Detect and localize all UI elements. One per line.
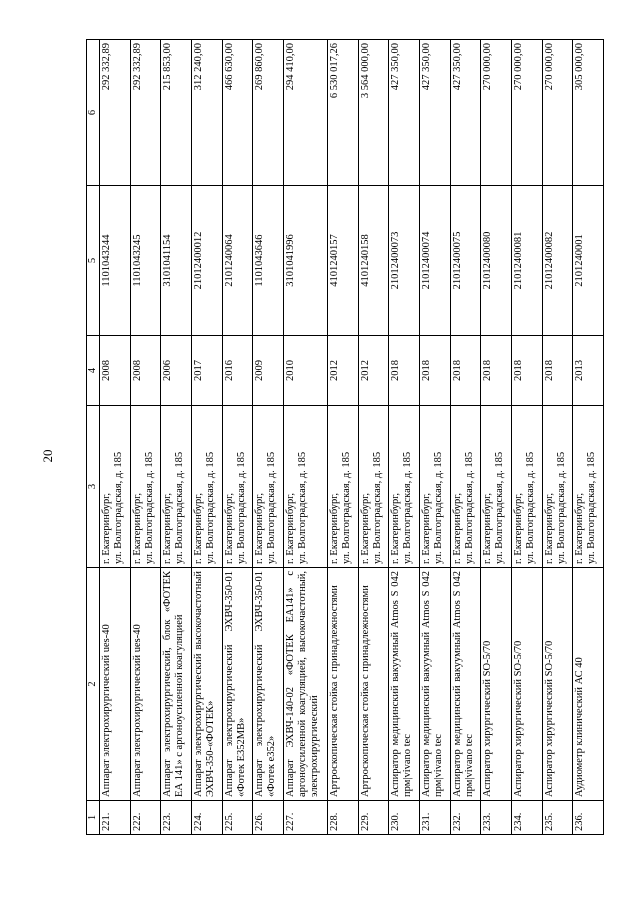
location-address <box>161 406 192 568</box>
year-value: 2012 <box>358 336 389 406</box>
row-number: 227. <box>283 801 327 835</box>
table-row <box>450 40 481 835</box>
row-number: 236. <box>573 801 604 835</box>
address-street: ул. Волгоградская, д. 185 <box>371 451 383 564</box>
year-value: 2018 <box>389 336 420 406</box>
address-street: ул. Волгоградская, д. 185 <box>174 451 186 564</box>
address-street: ул. Волгоградская, д. 185 <box>586 451 598 564</box>
table-row <box>358 40 389 835</box>
cost-value: 269 860,00 <box>253 40 284 186</box>
row-number: 231. <box>420 801 451 835</box>
year-value: 2018 <box>450 336 481 406</box>
address-street: ул. Волгоградская, д. 185 <box>555 451 567 564</box>
table-row <box>511 40 542 835</box>
table-row <box>328 40 359 835</box>
year-value: 2017 <box>191 336 222 406</box>
cost-value: 427 350,00 <box>450 40 481 186</box>
row-number: 225. <box>222 801 253 835</box>
location-address <box>283 406 327 568</box>
address-city: г. Екатеринбург, <box>329 492 341 564</box>
address-street: ул. Волгоградская, д. 185 <box>235 451 247 564</box>
header-col-3: 3 <box>87 406 100 568</box>
equipment-name: Аспиратор медицинский вакуумный Atmos S 042 прм|vivano tec <box>389 568 420 801</box>
location-address <box>328 406 359 568</box>
equipment-name: Аудиометр клинический АС 40 <box>573 568 604 801</box>
cost-value: 294 410,00 <box>283 40 327 186</box>
header-col-1: 1 <box>87 801 100 835</box>
equipment-name: Артроскопическая стойка с принадлежностями <box>358 568 389 801</box>
inventory-number: 21012400081 <box>511 186 542 336</box>
year-value: 2013 <box>573 336 604 406</box>
table-row <box>420 40 451 835</box>
address-street: ул. Волгоградская, д. 185 <box>524 451 536 564</box>
cost-value: 215 853,00 <box>161 40 192 186</box>
inventory-number: 1101043245 <box>130 186 161 336</box>
row-number: 221. <box>100 801 131 835</box>
cost-value: 466 630,00 <box>222 40 253 186</box>
table-row <box>222 40 253 835</box>
row-number: 230. <box>389 801 420 835</box>
cost-value: 3 564 000,00 <box>358 40 389 186</box>
table-row <box>283 40 327 835</box>
address-street: ул. Волгоградская, д. 185 <box>143 451 155 564</box>
cost-value: 312 240,00 <box>191 40 222 186</box>
header-col-5: 5 <box>87 186 100 336</box>
inventory-number: 21012400080 <box>481 186 512 336</box>
address-street: ул. Волгоградская, д. 185 <box>402 451 414 564</box>
cost-value: 270 000,00 <box>511 40 542 186</box>
page-number: 20 <box>40 449 55 463</box>
inventory-number: 21012400075 <box>450 186 481 336</box>
address-street: ул. Волгоградская, д. 185 <box>266 451 278 564</box>
address-city: г. Екатеринбург, <box>390 492 402 564</box>
address-street: ул. Волгоградская, д. 185 <box>463 451 475 564</box>
table-row <box>191 40 222 835</box>
inventory-number: 1101043244 <box>100 186 131 336</box>
location-address <box>358 406 389 568</box>
year-value: 2008 <box>130 336 161 406</box>
address-city: г. Екатеринбург, <box>359 492 371 564</box>
address-street: ул. Волгоградская, д. 185 <box>341 451 353 564</box>
year-value: 2018 <box>511 336 542 406</box>
address-street: ул. Волгоградская, д. 185 <box>494 451 506 564</box>
header-col-4: 4 <box>87 336 100 406</box>
table-row <box>389 40 420 835</box>
address-street: ул. Волгоградская, д. 185 <box>113 451 124 564</box>
inventory-number: 21012400012 <box>191 186 222 336</box>
cost-value: 305 000,00 <box>573 40 604 186</box>
equipment-name: Аппарат электрохирургический ues-40 <box>130 568 161 801</box>
equipment-name: Аппарат электрохирургический ues-40 <box>100 568 131 801</box>
cost-value: 6 530 017,26 <box>328 40 359 186</box>
cost-value: 270 000,00 <box>542 40 573 186</box>
location-address <box>222 406 253 568</box>
table-row <box>253 40 284 835</box>
location-address <box>420 406 451 568</box>
inventory-number: 4101240158 <box>358 186 389 336</box>
equipment-name: Аппарат электрохирургический высокочастотный ЭХВЧ-350-«ФОТЕК» <box>191 568 222 801</box>
location-address <box>573 406 604 568</box>
year-value: 2018 <box>481 336 512 406</box>
row-number: 226. <box>253 801 284 835</box>
location-address <box>253 406 284 568</box>
year-value: 2009 <box>253 336 284 406</box>
inventory-number: 2101240001 <box>573 186 604 336</box>
equipment-name: Аспиратор хирургический SO-5/70 <box>511 568 542 801</box>
asset-table <box>86 39 604 835</box>
row-number: 235. <box>542 801 573 835</box>
row-number: 223. <box>161 801 192 835</box>
address-city: г. Екатеринбург, <box>574 492 586 564</box>
table-row <box>481 40 512 835</box>
year-value: 2018 <box>420 336 451 406</box>
location-address <box>389 406 420 568</box>
location-address <box>191 406 222 568</box>
equipment-name: Аппарат электрохирургический ЭХВЧ-350-01 «Фотек е352» <box>253 568 284 801</box>
location-address <box>542 406 573 568</box>
address-street: ул. Волгоградская, д. 185 <box>204 451 216 564</box>
inventory-number: 21012400073 <box>389 186 420 336</box>
year-value: 2012 <box>328 336 359 406</box>
inventory-number: 2101240064 <box>222 186 253 336</box>
equipment-name: Аспиратор медицинский вакуумный Atmos S 042 прм|vivano tec <box>420 568 451 801</box>
inventory-number: 3101041996 <box>283 186 327 336</box>
row-number: 234. <box>511 801 542 835</box>
equipment-name: Аспиратор хирургический SO-5/70 <box>481 568 512 801</box>
row-number: 229. <box>358 801 389 835</box>
cost-value: 292 332,89 <box>130 40 161 186</box>
address-city: г. Екатеринбург, <box>131 492 143 564</box>
address-city: г. Екатеринбург, <box>162 492 174 564</box>
table-row <box>100 40 131 835</box>
location-address <box>100 406 131 568</box>
cost-value: 270 000,00 <box>481 40 512 186</box>
address-city: г. Екатеринбург, <box>223 492 235 564</box>
year-value: 2010 <box>283 336 327 406</box>
year-value: 2008 <box>100 336 131 406</box>
location-address <box>450 406 481 568</box>
location-address <box>511 406 542 568</box>
row-number: 224. <box>191 801 222 835</box>
row-number: 233. <box>481 801 512 835</box>
cost-value: 292 332,89 <box>100 40 131 186</box>
equipment-name: Аппарат электрохирургический ЭХВЧ-350-01 «Фотек Е352МВ» <box>222 568 253 801</box>
header-col-6: 6 <box>87 40 100 186</box>
address-street: ул. Волгоградская, д. 185 <box>296 451 308 564</box>
equipment-name: Аппарат ЭХВЧ-140-02 «ФОТЕК ЕА141» с аргоноусиленной коагуляцией, высокочастотный, электрохирургический <box>283 568 327 801</box>
address-city: г. Екатеринбург, <box>512 492 524 564</box>
inventory-number: 3101041154 <box>161 186 192 336</box>
address-city: г. Екатеринбург, <box>421 492 433 564</box>
table-row <box>130 40 161 835</box>
rotated-table-container <box>86 40 604 835</box>
year-value: 2018 <box>542 336 573 406</box>
row-number: 232. <box>450 801 481 835</box>
cost-value: 427 350,00 <box>420 40 451 186</box>
cost-value: 427 350,00 <box>389 40 420 186</box>
inventory-number: 1101043646 <box>253 186 284 336</box>
address-city: г. Екатеринбург, <box>451 492 463 564</box>
equipment-name: Аппарат электрохирургический, блок «ФОТЕК ЕА 141» с аргоноусиленной коагуляцией <box>161 568 192 801</box>
table-row <box>542 40 573 835</box>
address-street: ул. Волгоградская, д. 185 <box>433 451 445 564</box>
row-number: 222. <box>130 801 161 835</box>
location-address <box>481 406 512 568</box>
table-row <box>161 40 192 835</box>
inventory-number: 21012400082 <box>542 186 573 336</box>
header-col-2: 2 <box>87 568 100 801</box>
address-city: г. Екатеринбург, <box>284 492 296 564</box>
equipment-name: Артроскопическая стойка с принадлежностями <box>328 568 359 801</box>
table-row <box>573 40 604 835</box>
address-city: г. Екатеринбург, <box>543 492 555 564</box>
row-number: 228. <box>328 801 359 835</box>
address-city: г. Екатеринбург, <box>482 492 494 564</box>
equipment-name: Аспиратор медицинский вакуумный Atmos S 042 прм|vivano tec <box>450 568 481 801</box>
inventory-number: 4101240157 <box>328 186 359 336</box>
location-address <box>130 406 161 568</box>
header-row <box>87 40 100 835</box>
year-value: 2006 <box>161 336 192 406</box>
address-city: г. Екатеринбург, <box>254 492 266 564</box>
address-city: г. Екатеринбург, <box>101 492 112 564</box>
address-city: г. Екатеринбург, <box>192 492 204 564</box>
equipment-name: Аспиратор хирургический SO-5/70 <box>542 568 573 801</box>
year-value: 2016 <box>222 336 253 406</box>
inventory-number: 21012400074 <box>420 186 451 336</box>
